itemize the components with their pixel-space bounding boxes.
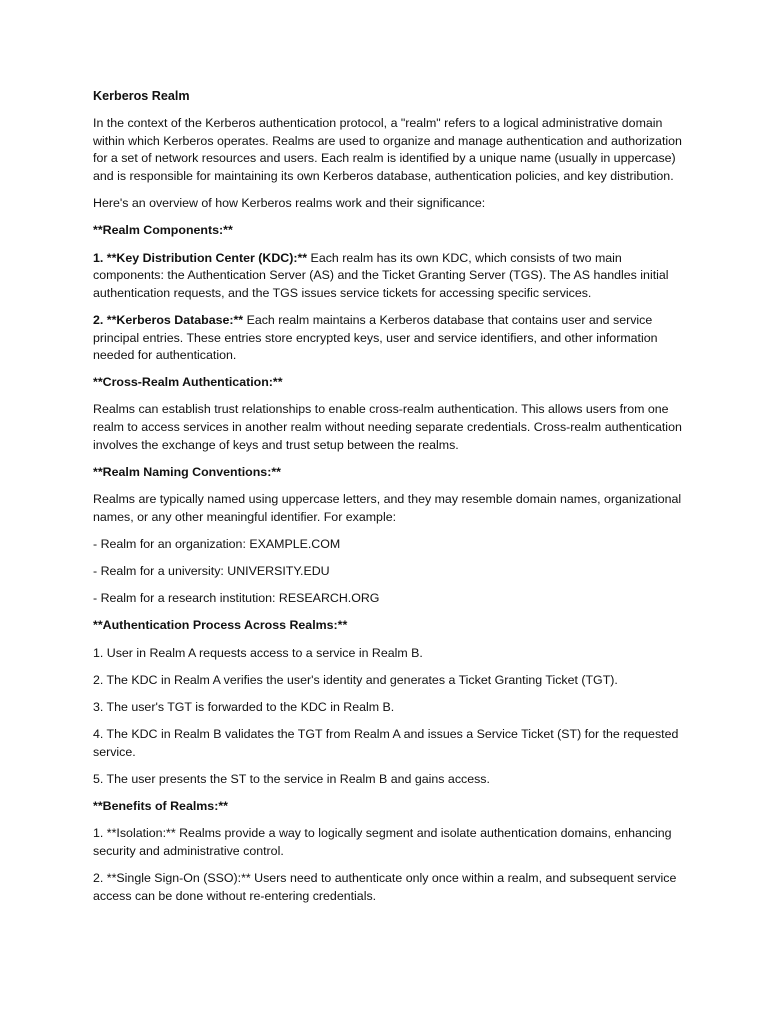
document-title: Kerberos Realm (93, 89, 190, 103)
component-item-lead: 1. **Key Distribution Center (KDC):** (93, 250, 308, 265)
benefit-item: 2. **Single Sign-On (SSO):** Users need to authenticate only once within a realm, and subsequent service access can be done without re-entering credentials. (93, 871, 677, 903)
naming-example: - Realm for a research institution: RESEARCH.ORG (93, 591, 380, 606)
process-heading: **Authentication Process Across Realms:** (93, 618, 348, 633)
overview-paragraph: Here's an overview of how Kerberos realms work and their significance: (93, 196, 486, 211)
naming-paragraph: Realms are typically named using uppercase letters, and they may resemble domain names, organizational names, or any other meaningful identifier. For example: (93, 492, 682, 524)
document-body (93, 88, 683, 915)
process-step: 2. The KDC in Realm A verifies the user's identity and generates a Ticket Granting Ticket (TGT). (93, 672, 618, 687)
naming-example: - Realm for an organization: EXAMPLE.COM (93, 536, 341, 551)
benefits-heading: **Benefits of Realms:** (93, 799, 228, 814)
process-step: 5. The user presents the ST to the service in Realm B and gains access. (93, 771, 490, 786)
component-item-text: Each realm has its own KDC, which consists of two main components: the Authentication Server (AS) and the Ticket Granting Server (TGS). The AS handles initial authentication requests, and the TGS issues service tickets for accessing specific services. (93, 250, 669, 300)
naming-heading: **Realm Naming Conventions:** (93, 464, 281, 479)
process-step: 1. User in Realm A requests access to a service in Realm B. (93, 645, 423, 660)
naming-example: - Realm for a university: UNIVERSITY.EDU (93, 564, 330, 578)
component-item-kdc (93, 250, 683, 303)
intro-paragraph: In the context of the Kerberos authentication protocol, a "realm" refers to a logical administrative domain within which Kerberos operates. Realms are used to organize and manage authentication and authorization for a set of network resources and users. Each realm is identified by a unique name (usually in uppercase) and is responsible for maintaining its own Kerberos database, authentication policies, and key distribution. (93, 116, 682, 183)
component-item-text: Each realm maintains a Kerberos database that contains user and service principal entries. These entries store encrypted keys, user and service identifiers, and other information needed for authentication. (93, 312, 658, 363)
process-step: 4. The KDC in Realm B validates the TGT from Realm A and issues a Service Ticket (ST) for the requested service. (93, 727, 679, 759)
component-item-database (93, 312, 683, 365)
component-item-lead: 2. **Kerberos Database:** (93, 312, 244, 327)
benefit-item: 1. **Isolation:** Realms provide a way to logically segment and isolate authentication domains, enhancing security and administrative control. (93, 826, 672, 858)
cross-realm-heading: **Cross-Realm Authentication:** (93, 375, 283, 390)
cross-realm-paragraph: Realms can establish trust relationships to enable cross-realm authentication. This allows users from one realm to access services in another realm without needing separate credentials. Cross-realm authentication involves the exchange of keys and trust setup between the realms. (93, 402, 682, 452)
process-step: 3. The user's TGT is forwarded to the KDC in Realm B. (93, 699, 395, 714)
realm-components-heading: **Realm Components:** (93, 223, 233, 238)
